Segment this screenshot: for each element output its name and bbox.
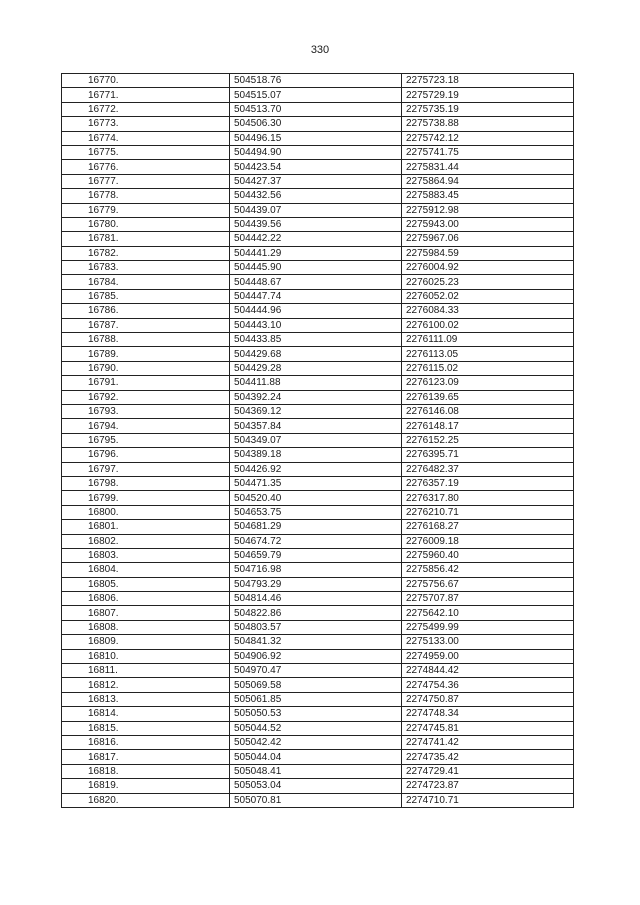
point-number-cell: 16809. bbox=[62, 635, 230, 649]
x-coordinate-cell: 504496.15 bbox=[230, 131, 402, 145]
x-coordinate-cell: 504970.47 bbox=[230, 664, 402, 678]
table-row bbox=[62, 476, 574, 490]
x-coordinate-cell: 504357.84 bbox=[230, 419, 402, 433]
x-coordinate-cell: 505061.85 bbox=[230, 692, 402, 706]
table-row bbox=[62, 764, 574, 778]
y-coordinate-cell: 2275707.87 bbox=[402, 592, 574, 606]
y-coordinate-cell: 2275741.75 bbox=[402, 145, 574, 159]
y-coordinate-cell: 2276139.65 bbox=[402, 390, 574, 404]
y-coordinate-cell: 2276084.33 bbox=[402, 304, 574, 318]
x-coordinate-cell: 504392.24 bbox=[230, 390, 402, 404]
y-coordinate-cell: 2275499.99 bbox=[402, 620, 574, 634]
x-coordinate-cell: 504432.56 bbox=[230, 189, 402, 203]
point-number-cell: 16807. bbox=[62, 606, 230, 620]
table-row bbox=[62, 74, 574, 88]
y-coordinate-cell: 2274959.00 bbox=[402, 649, 574, 663]
point-number-cell: 16805. bbox=[62, 577, 230, 591]
table-row bbox=[62, 217, 574, 231]
table-row bbox=[62, 275, 574, 289]
x-coordinate-cell: 505053.04 bbox=[230, 779, 402, 793]
x-coordinate-cell: 504494.90 bbox=[230, 145, 402, 159]
x-coordinate-cell: 504439.56 bbox=[230, 217, 402, 231]
y-coordinate-cell: 2276111.09 bbox=[402, 333, 574, 347]
table-row bbox=[62, 664, 574, 678]
point-number-cell: 16817. bbox=[62, 750, 230, 764]
y-coordinate-cell: 2276168.27 bbox=[402, 520, 574, 534]
y-coordinate-cell: 2274748.34 bbox=[402, 707, 574, 721]
x-coordinate-cell: 504653.75 bbox=[230, 505, 402, 519]
point-number-cell: 16800. bbox=[62, 505, 230, 519]
x-coordinate-cell: 504349.07 bbox=[230, 433, 402, 447]
x-coordinate-cell: 504444.96 bbox=[230, 304, 402, 318]
point-number-cell: 16802. bbox=[62, 534, 230, 548]
table-row bbox=[62, 735, 574, 749]
y-coordinate-cell: 2276004.92 bbox=[402, 261, 574, 275]
table-row bbox=[62, 577, 574, 591]
point-number-cell: 16775. bbox=[62, 145, 230, 159]
y-coordinate-cell: 2276146.08 bbox=[402, 404, 574, 418]
point-number-cell: 16779. bbox=[62, 203, 230, 217]
y-coordinate-cell: 2276148.17 bbox=[402, 419, 574, 433]
x-coordinate-cell: 504793.29 bbox=[230, 577, 402, 591]
point-number-cell: 16816. bbox=[62, 735, 230, 749]
table-row bbox=[62, 462, 574, 476]
table-row bbox=[62, 333, 574, 347]
point-number-cell: 16798. bbox=[62, 476, 230, 490]
y-coordinate-cell: 2276100.02 bbox=[402, 318, 574, 332]
y-coordinate-cell: 2275831.44 bbox=[402, 160, 574, 174]
x-coordinate-cell: 504471.35 bbox=[230, 476, 402, 490]
y-coordinate-cell: 2276357.19 bbox=[402, 476, 574, 490]
y-coordinate-cell: 2275912.98 bbox=[402, 203, 574, 217]
point-number-cell: 16784. bbox=[62, 275, 230, 289]
table-row bbox=[62, 692, 574, 706]
x-coordinate-cell: 505042.42 bbox=[230, 735, 402, 749]
point-number-cell: 16799. bbox=[62, 491, 230, 505]
table-row bbox=[62, 793, 574, 807]
x-coordinate-cell: 504439.07 bbox=[230, 203, 402, 217]
point-number-cell: 16808. bbox=[62, 620, 230, 634]
table-row bbox=[62, 102, 574, 116]
x-coordinate-cell: 504441.29 bbox=[230, 246, 402, 260]
point-number-cell: 16772. bbox=[62, 102, 230, 116]
point-number-cell: 16790. bbox=[62, 361, 230, 375]
y-coordinate-cell: 2275756.67 bbox=[402, 577, 574, 591]
table-row bbox=[62, 174, 574, 188]
x-coordinate-cell: 504515.07 bbox=[230, 88, 402, 102]
x-coordinate-cell: 504814.46 bbox=[230, 592, 402, 606]
table-row bbox=[62, 707, 574, 721]
point-number-cell: 16796. bbox=[62, 448, 230, 462]
y-coordinate-cell: 2275856.42 bbox=[402, 563, 574, 577]
table-row bbox=[62, 131, 574, 145]
table-row bbox=[62, 520, 574, 534]
y-coordinate-cell: 2275984.59 bbox=[402, 246, 574, 260]
point-number-cell: 16780. bbox=[62, 217, 230, 231]
point-number-cell: 16794. bbox=[62, 419, 230, 433]
x-coordinate-cell: 504447.74 bbox=[230, 289, 402, 303]
x-coordinate-cell: 504520.40 bbox=[230, 491, 402, 505]
point-number-cell: 16804. bbox=[62, 563, 230, 577]
table-row bbox=[62, 289, 574, 303]
point-number-cell: 16777. bbox=[62, 174, 230, 188]
point-number-cell: 16812. bbox=[62, 678, 230, 692]
x-coordinate-cell: 504506.30 bbox=[230, 117, 402, 131]
table-row bbox=[62, 88, 574, 102]
table-row bbox=[62, 548, 574, 562]
point-number-cell: 16810. bbox=[62, 649, 230, 663]
x-coordinate-cell: 504518.76 bbox=[230, 74, 402, 88]
table-row bbox=[62, 390, 574, 404]
x-coordinate-cell: 504443.10 bbox=[230, 318, 402, 332]
point-number-cell: 16776. bbox=[62, 160, 230, 174]
point-number-cell: 16820. bbox=[62, 793, 230, 807]
table-row bbox=[62, 649, 574, 663]
x-coordinate-cell: 504906.92 bbox=[230, 649, 402, 663]
x-coordinate-cell: 504426.92 bbox=[230, 462, 402, 476]
y-coordinate-cell: 2276115.02 bbox=[402, 361, 574, 375]
table-row bbox=[62, 419, 574, 433]
x-coordinate-cell: 504659.79 bbox=[230, 548, 402, 562]
point-number-cell: 16797. bbox=[62, 462, 230, 476]
point-number-cell: 16814. bbox=[62, 707, 230, 721]
table-row bbox=[62, 635, 574, 649]
point-number-cell: 16783. bbox=[62, 261, 230, 275]
point-number-cell: 16789. bbox=[62, 347, 230, 361]
point-number-cell: 16786. bbox=[62, 304, 230, 318]
x-coordinate-cell: 504448.67 bbox=[230, 275, 402, 289]
point-number-cell: 16770. bbox=[62, 74, 230, 88]
table-row bbox=[62, 117, 574, 131]
table-row bbox=[62, 304, 574, 318]
point-number-cell: 16803. bbox=[62, 548, 230, 562]
y-coordinate-cell: 2275723.18 bbox=[402, 74, 574, 88]
y-coordinate-cell: 2276113.05 bbox=[402, 347, 574, 361]
point-number-cell: 16774. bbox=[62, 131, 230, 145]
x-coordinate-cell: 505069.58 bbox=[230, 678, 402, 692]
table-row bbox=[62, 404, 574, 418]
y-coordinate-cell: 2274723.87 bbox=[402, 779, 574, 793]
y-coordinate-cell: 2274750.87 bbox=[402, 692, 574, 706]
coordinates-table bbox=[61, 73, 574, 808]
x-coordinate-cell: 505070.81 bbox=[230, 793, 402, 807]
table-row bbox=[62, 261, 574, 275]
x-coordinate-cell: 504822.86 bbox=[230, 606, 402, 620]
table-row bbox=[62, 721, 574, 735]
table-row bbox=[62, 145, 574, 159]
x-coordinate-cell: 504429.68 bbox=[230, 347, 402, 361]
y-coordinate-cell: 2275642.10 bbox=[402, 606, 574, 620]
x-coordinate-cell: 504841.32 bbox=[230, 635, 402, 649]
point-number-cell: 16791. bbox=[62, 376, 230, 390]
x-coordinate-cell: 504369.12 bbox=[230, 404, 402, 418]
point-number-cell: 16819. bbox=[62, 779, 230, 793]
table-row bbox=[62, 347, 574, 361]
y-coordinate-cell: 2274710.71 bbox=[402, 793, 574, 807]
y-coordinate-cell: 2275735.19 bbox=[402, 102, 574, 116]
y-coordinate-cell: 2276052.02 bbox=[402, 289, 574, 303]
table-row bbox=[62, 232, 574, 246]
table-row bbox=[62, 563, 574, 577]
y-coordinate-cell: 2276482.37 bbox=[402, 462, 574, 476]
x-coordinate-cell: 504681.29 bbox=[230, 520, 402, 534]
y-coordinate-cell: 2274754.36 bbox=[402, 678, 574, 692]
y-coordinate-cell: 2274844.42 bbox=[402, 664, 574, 678]
point-number-cell: 16806. bbox=[62, 592, 230, 606]
y-coordinate-cell: 2275967.06 bbox=[402, 232, 574, 246]
x-coordinate-cell: 504433.85 bbox=[230, 333, 402, 347]
point-number-cell: 16788. bbox=[62, 333, 230, 347]
x-coordinate-cell: 505044.04 bbox=[230, 750, 402, 764]
table-row bbox=[62, 318, 574, 332]
x-coordinate-cell: 504427.37 bbox=[230, 174, 402, 188]
table-row bbox=[62, 750, 574, 764]
table-row bbox=[62, 534, 574, 548]
table-row bbox=[62, 246, 574, 260]
point-number-cell: 16811. bbox=[62, 664, 230, 678]
x-coordinate-cell: 505044.52 bbox=[230, 721, 402, 735]
point-number-cell: 16801. bbox=[62, 520, 230, 534]
x-coordinate-cell: 504445.90 bbox=[230, 261, 402, 275]
point-number-cell: 16793. bbox=[62, 404, 230, 418]
point-number-cell: 16818. bbox=[62, 764, 230, 778]
y-coordinate-cell: 2276317.80 bbox=[402, 491, 574, 505]
table-row bbox=[62, 678, 574, 692]
x-coordinate-cell: 504716.98 bbox=[230, 563, 402, 577]
x-coordinate-cell: 504389.18 bbox=[230, 448, 402, 462]
y-coordinate-cell: 2275960.40 bbox=[402, 548, 574, 562]
table-row bbox=[62, 189, 574, 203]
table-row bbox=[62, 592, 574, 606]
y-coordinate-cell: 2276123.09 bbox=[402, 376, 574, 390]
point-number-cell: 16782. bbox=[62, 246, 230, 260]
x-coordinate-cell: 505050.53 bbox=[230, 707, 402, 721]
table-body bbox=[62, 74, 574, 808]
point-number-cell: 16778. bbox=[62, 189, 230, 203]
point-number-cell: 16781. bbox=[62, 232, 230, 246]
y-coordinate-cell: 2274741.42 bbox=[402, 735, 574, 749]
x-coordinate-cell: 504423.54 bbox=[230, 160, 402, 174]
table-row bbox=[62, 361, 574, 375]
table-row bbox=[62, 505, 574, 519]
x-coordinate-cell: 504513.70 bbox=[230, 102, 402, 116]
y-coordinate-cell: 2276152.25 bbox=[402, 433, 574, 447]
point-number-cell: 16813. bbox=[62, 692, 230, 706]
point-number-cell: 16815. bbox=[62, 721, 230, 735]
x-coordinate-cell: 504411.88 bbox=[230, 376, 402, 390]
y-coordinate-cell: 2275742.12 bbox=[402, 131, 574, 145]
point-number-cell: 16771. bbox=[62, 88, 230, 102]
point-number-cell: 16773. bbox=[62, 117, 230, 131]
y-coordinate-cell: 2274745.81 bbox=[402, 721, 574, 735]
point-number-cell: 16792. bbox=[62, 390, 230, 404]
y-coordinate-cell: 2275729.19 bbox=[402, 88, 574, 102]
table-row bbox=[62, 491, 574, 505]
y-coordinate-cell: 2276025.23 bbox=[402, 275, 574, 289]
y-coordinate-cell: 2275738.88 bbox=[402, 117, 574, 131]
table-row bbox=[62, 203, 574, 217]
y-coordinate-cell: 2275943.00 bbox=[402, 217, 574, 231]
point-number-cell: 16795. bbox=[62, 433, 230, 447]
y-coordinate-cell: 2275883.45 bbox=[402, 189, 574, 203]
table-row bbox=[62, 448, 574, 462]
x-coordinate-cell: 505048.41 bbox=[230, 764, 402, 778]
table-row bbox=[62, 433, 574, 447]
y-coordinate-cell: 2276009.18 bbox=[402, 534, 574, 548]
table-row bbox=[62, 779, 574, 793]
table-row bbox=[62, 376, 574, 390]
table-row bbox=[62, 620, 574, 634]
x-coordinate-cell: 504674.72 bbox=[230, 534, 402, 548]
point-number-cell: 16785. bbox=[62, 289, 230, 303]
point-number-cell: 16787. bbox=[62, 318, 230, 332]
table-row bbox=[62, 606, 574, 620]
y-coordinate-cell: 2274735.42 bbox=[402, 750, 574, 764]
y-coordinate-cell: 2276395.71 bbox=[402, 448, 574, 462]
y-coordinate-cell: 2275133.00 bbox=[402, 635, 574, 649]
y-coordinate-cell: 2275864.94 bbox=[402, 174, 574, 188]
x-coordinate-cell: 504803.57 bbox=[230, 620, 402, 634]
x-coordinate-cell: 504442.22 bbox=[230, 232, 402, 246]
y-coordinate-cell: 2274729.41 bbox=[402, 764, 574, 778]
table-row bbox=[62, 160, 574, 174]
page-number: 330 bbox=[310, 44, 330, 56]
x-coordinate-cell: 504429.28 bbox=[230, 361, 402, 375]
y-coordinate-cell: 2276210.71 bbox=[402, 505, 574, 519]
